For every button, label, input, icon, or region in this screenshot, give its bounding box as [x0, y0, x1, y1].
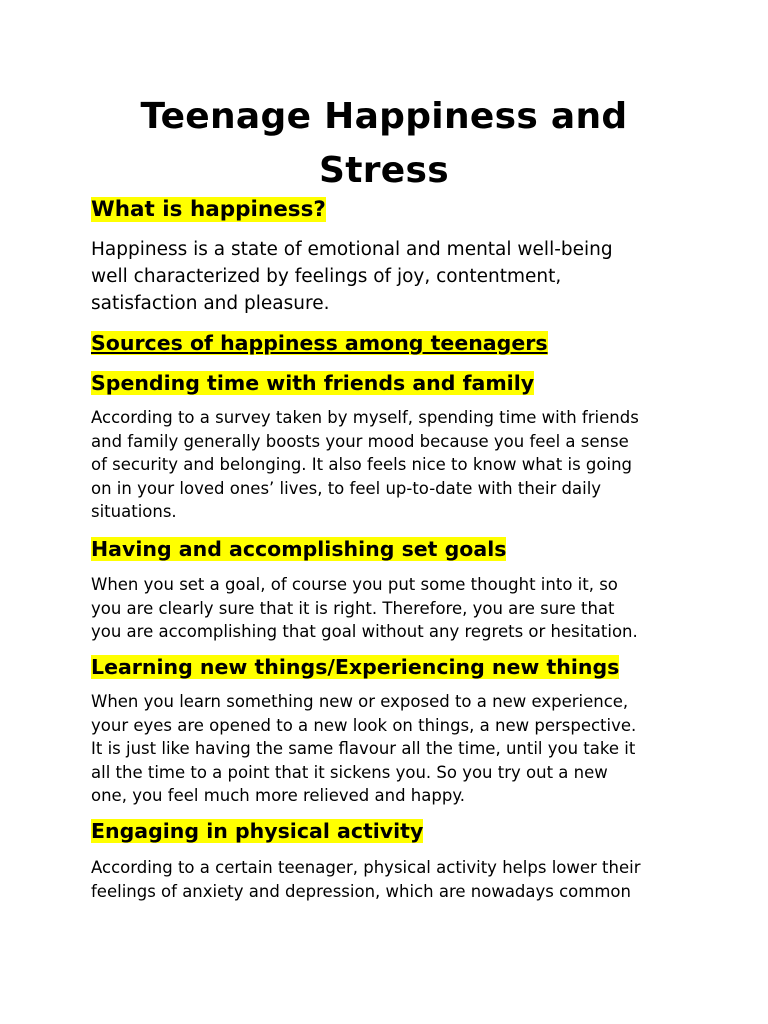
paragraph-line: you are clearly sure that it is right. Therefore, you are sure that	[91, 598, 615, 618]
paragraph-line: It is just like having the same flavour all the time, until you take it	[91, 739, 636, 758]
paragraph-line: situations.	[91, 502, 177, 521]
document-title	[60, 90, 708, 198]
paragraph-line: Happiness is a state of emotional and mental well-being	[91, 239, 613, 260]
paragraph-line: feelings of anxiety and depression, which are nowadays common	[91, 881, 631, 901]
subheading-learning-new-things: Learning new things/Experiencing new things	[91, 655, 620, 679]
title-line: Stress	[319, 150, 449, 191]
paragraph-line: on in your loved ones’ lives, to feel up-to-date with their daily	[91, 478, 602, 498]
paragraph-line: well characterized by feelings of joy, contentment,	[91, 266, 562, 287]
subheading-set-goals: Having and accomplishing set goals	[91, 537, 507, 561]
paragraph-friends-and-family	[91, 406, 639, 524]
paragraph-line: one, you feel much more relieved and happy.	[91, 786, 465, 805]
subheading-friends-and-family: Spending time with friends and family	[91, 371, 535, 395]
paragraph-definition	[91, 236, 613, 317]
section-heading-sources-of-happiness: Sources of happiness among teenagers	[91, 331, 548, 355]
paragraph-line: your eyes are opened to a new look on things, a new perspective.	[91, 715, 637, 735]
section-heading-what-is-happiness: What is happiness?	[91, 197, 326, 222]
paragraph-line: and family generally boosts your mood because you feel a sense	[91, 431, 629, 451]
title-line: Teenage Happiness and	[140, 96, 628, 137]
paragraph-line: When you learn something new or exposed to a new experience,	[91, 692, 629, 711]
paragraph-line: you are accomplishing that goal without any regrets or hesitation.	[91, 622, 638, 641]
paragraph-learning-new-things	[91, 690, 636, 808]
paragraph-line: all the time to a point that it sickens you. So you try out a new	[91, 762, 608, 782]
paragraph-line: satisfaction and pleasure.	[91, 293, 330, 314]
subheading-physical-activity: Engaging in physical activity	[91, 819, 424, 843]
paragraph-line: of security and belonging. It also feels nice to know what is going	[91, 455, 633, 474]
paragraph-line: When you set a goal, of course you put some thought into it, so	[91, 575, 618, 594]
paragraph-line: According to a certain teenager, physical activity helps lower their	[91, 858, 641, 877]
paragraph-physical-activity	[91, 856, 641, 903]
paragraph-set-goals	[91, 573, 638, 644]
paragraph-line: According to a survey taken by myself, spending time with friends	[91, 408, 639, 427]
